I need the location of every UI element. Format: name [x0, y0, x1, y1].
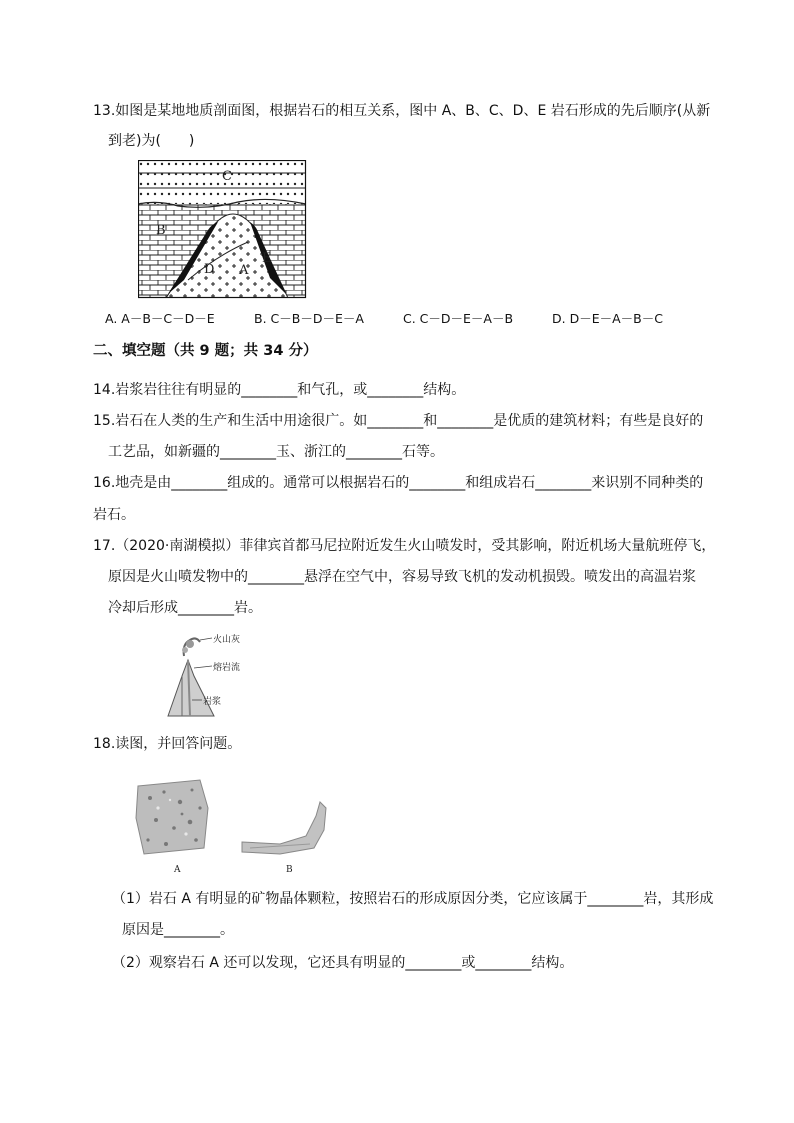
label-magma: 岩浆 — [203, 697, 222, 707]
q16-text-line1: 16.地壳是由________组成的。通常可以根据岩石的________和组成岩石________来识别不同种类的 — [93, 475, 704, 491]
q13-option-c: C. C－D－E－A－B — [403, 311, 514, 326]
label-lava-flow: 熔岩流 — [213, 663, 241, 673]
q13-option-a: A. A－B－C－D－E — [105, 311, 215, 326]
volcano-figure — [160, 630, 250, 724]
label-e: E — [262, 251, 272, 266]
q14-text: 14.岩浆岩往往有明显的________和气孔，或________结构。 — [93, 382, 466, 398]
q18-sub2-line1: （2）观察岩石 A 还可以发现，它还具有明显的________或________结构。 — [112, 955, 574, 971]
q13-option-b: B. C－B－D－E－A — [254, 311, 364, 326]
q17-text-line2: 原因是火山喷发物中的________悬浮在空气中，容易导致飞机的发动机损毁。喷发出的高温岩浆 — [108, 569, 696, 585]
rock-samples-figure — [130, 768, 340, 882]
q18-text-line1: 18.读图，并回答问题。 — [93, 736, 242, 752]
label-a: A — [239, 263, 249, 278]
label-rock-a: A — [174, 865, 181, 875]
q18-sub1-line2: 原因是________。 — [122, 922, 234, 938]
label-d: D — [204, 262, 215, 277]
label-rock-b: B — [286, 865, 293, 875]
section-heading-fill-in: 二、填空题（共 9 题；共 34 分） — [93, 343, 318, 359]
q16-text-line2: 岩石。 — [93, 507, 135, 523]
q17-text-line3: 冷却后形成________岩。 — [108, 600, 262, 616]
geologic-cross-section-figure — [138, 160, 308, 304]
q15-text-line1: 15.岩石在人类的生产和生活中用途很广。如________和________是优质的建筑材料；有些是良好的 — [93, 413, 704, 429]
q13-text-line1: 13.如图是某地地质剖面图，根据岩石的相互关系，图中 A、B、C、D、E 岩石形成的先后顺序(从新 — [93, 103, 711, 119]
q13-option-d: D. D－E－A－B－C — [552, 311, 663, 326]
q17-text-line1: 17.（2020·南湖模拟）菲律宾首都马尼拉附近发生火山喷发时，受其影响，附近机场大量航班停飞， — [93, 538, 716, 554]
q13-text-line2: 到老)为( ) — [108, 133, 195, 149]
label-volcanic-ash: 火山灰 — [213, 635, 241, 645]
q15-text-line2: 工艺品，如新疆的________玉、浙江的________石等。 — [108, 444, 444, 460]
label-b: B — [156, 223, 166, 238]
q18-sub1-line1: （1）岩石 A 有明显的矿物晶体颗粒，按照岩石的形成原因分类，它应该属于________岩，其形成 — [112, 891, 714, 907]
label-c: C — [222, 169, 232, 184]
